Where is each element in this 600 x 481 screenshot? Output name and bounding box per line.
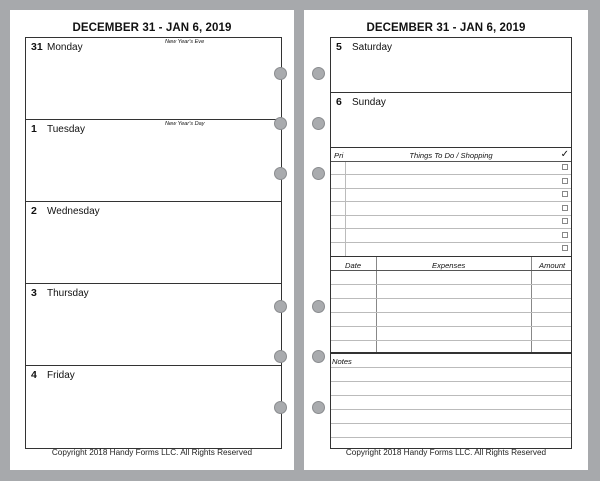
amount-header: Amount xyxy=(539,261,566,270)
notes-rule xyxy=(331,423,571,424)
binder-hole-icon xyxy=(312,67,325,80)
right-planner-page xyxy=(304,10,588,470)
binder-hole-icon xyxy=(312,167,325,180)
day-box-monday[interactable] xyxy=(25,37,282,120)
priority-header: Pri xyxy=(334,151,344,160)
holiday-label: New Year's Day xyxy=(165,121,205,127)
todo-rule xyxy=(331,242,571,243)
todo-checkbox[interactable] xyxy=(562,218,568,224)
expense-rule xyxy=(331,340,571,341)
copyright-footer: Copyright 2018 Handy Forms LLC. All Rights Reserved xyxy=(345,448,547,457)
binder-hole-icon xyxy=(274,300,287,313)
notes-rule xyxy=(331,395,571,396)
day-number: 31 xyxy=(31,41,43,53)
day-name: Friday xyxy=(47,370,75,381)
todo-rule xyxy=(331,161,571,162)
day-number: 6 xyxy=(336,96,342,108)
copyright-footer: Copyright 2018 Handy Forms LLC. All Rights Reserved xyxy=(51,448,253,457)
day-name: Wednesday xyxy=(47,206,100,217)
day-box-tuesday[interactable] xyxy=(25,119,282,202)
expense-rule xyxy=(331,284,571,285)
todo-rule xyxy=(331,188,571,189)
binder-hole-icon xyxy=(312,350,325,363)
todo-checkbox[interactable] xyxy=(562,205,568,211)
day-number: 2 xyxy=(31,205,37,217)
notes-header: Notes xyxy=(332,357,352,366)
day-number: 3 xyxy=(31,287,37,299)
day-name: Monday xyxy=(47,42,83,53)
todo-rule xyxy=(331,228,571,229)
expense-rule xyxy=(331,326,571,327)
day-number: 4 xyxy=(31,369,37,381)
binder-hole-icon xyxy=(274,350,287,363)
day-name: Tuesday xyxy=(47,124,85,135)
day-name: Thursday xyxy=(47,288,89,299)
holiday-label: New Year's Eve xyxy=(165,39,205,45)
notes-rule xyxy=(331,381,571,382)
date-column-divider xyxy=(376,257,377,352)
binder-hole-icon xyxy=(274,401,287,414)
expense-rule xyxy=(331,312,571,313)
expense-rule xyxy=(331,298,571,299)
todo-checkbox[interactable] xyxy=(562,178,568,184)
day-box-thursday[interactable] xyxy=(25,283,282,366)
expense-rule xyxy=(331,270,571,271)
page-header: DECEMBER 31 - JAN 6, 2019 xyxy=(366,22,526,34)
todo-checkbox[interactable] xyxy=(562,164,568,170)
binder-hole-icon xyxy=(312,401,325,414)
notes-section[interactable] xyxy=(330,353,572,449)
day-number: 5 xyxy=(336,41,342,53)
page-header: DECEMBER 31 - JAN 6, 2019 xyxy=(72,22,232,34)
date-header: Date xyxy=(345,261,362,270)
todo-rule xyxy=(331,174,571,175)
left-planner-page xyxy=(10,10,294,470)
todo-checkbox[interactable] xyxy=(562,245,568,251)
todo-checkbox[interactable] xyxy=(562,232,568,238)
binder-hole-icon xyxy=(274,67,287,80)
day-box-sunday[interactable] xyxy=(330,92,572,148)
binder-hole-icon xyxy=(274,117,287,130)
checkmark-icon: ✓ xyxy=(560,149,569,160)
day-box-saturday[interactable] xyxy=(330,37,572,93)
binder-hole-icon xyxy=(312,300,325,313)
todo-checkbox[interactable] xyxy=(562,191,568,197)
todo-rule xyxy=(331,215,571,216)
expenses-header: Expenses xyxy=(432,261,466,270)
day-number: 1 xyxy=(31,123,37,135)
todo-list xyxy=(330,147,572,257)
day-box-friday[interactable] xyxy=(25,365,282,449)
expenses-table xyxy=(330,257,572,353)
notes-rule xyxy=(331,367,571,368)
day-box-wednesday[interactable] xyxy=(25,201,282,284)
day-name: Saturday xyxy=(352,42,393,53)
notes-rule xyxy=(331,409,571,410)
day-name: Sunday xyxy=(352,97,386,108)
binder-hole-icon xyxy=(274,167,287,180)
notes-rule xyxy=(331,437,571,438)
amount-column-divider xyxy=(531,257,532,352)
todo-title: Things To Do / Shopping xyxy=(409,151,493,160)
todo-rule xyxy=(331,201,571,202)
binder-hole-icon xyxy=(312,117,325,130)
